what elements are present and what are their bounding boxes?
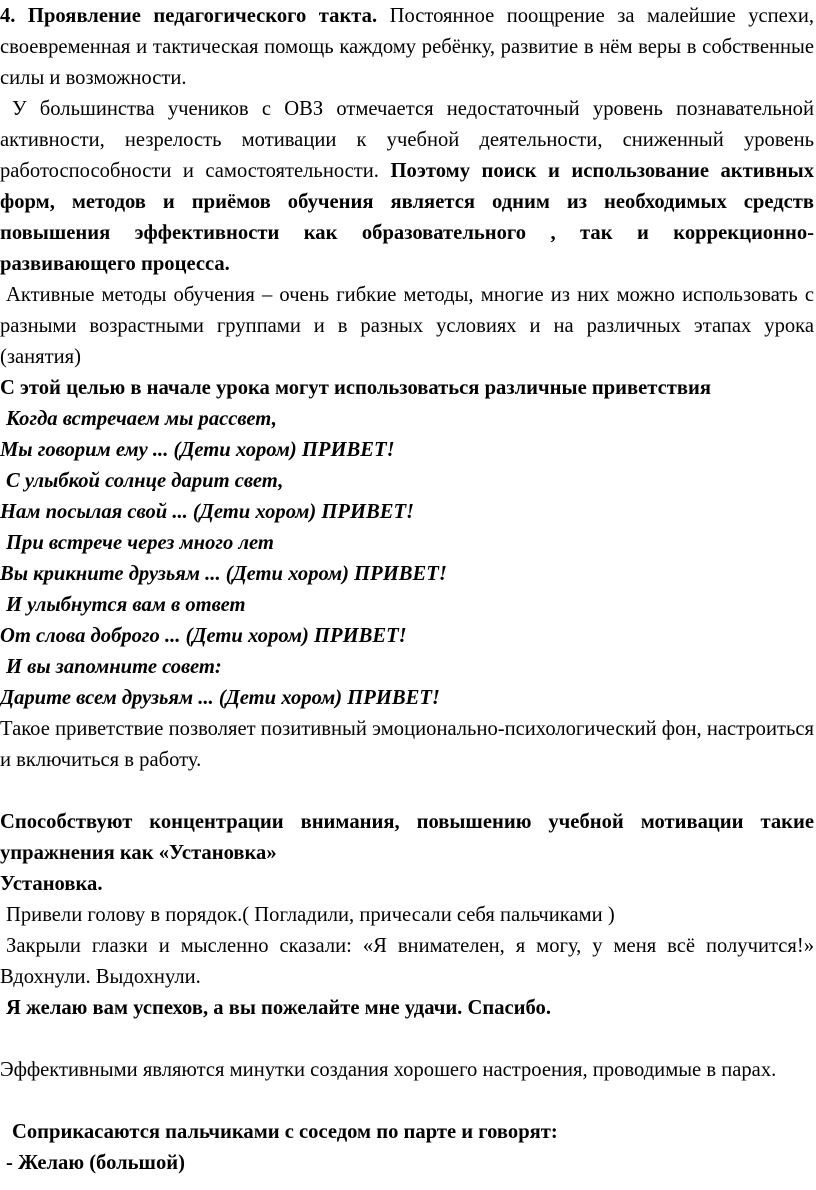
poem-line: И улыбнутся вам в ответ [6,594,246,616]
emphasis-text: Поэтому поиск и использование активных форм, методов и приёмов обучения является одним из необходимых средств повышения эффективности как образовательного , так и коррекционно-развивающего процесса. [0,160,814,275]
exercise-step: Привели голову в порядок.( Погладили, причесали себя пальчиками ) [6,904,615,926]
blank-line [0,1086,814,1117]
section-heading: 4. Проявление педагогического такта. [0,5,378,27]
paragraph-greeting-effect: Такое приветствие позволяет позитивный эмоционально-психологический фон, настроиться и включиться в работу. [0,718,814,771]
paragraph-fingers: Соприкасаются пальчиками с соседом по парте и говорят: [12,1121,558,1143]
paragraph-concentration: Способствуют концентрации внимания, повышению учебной мотивации такие упражнения как «Установка» [0,811,814,864]
paragraph-active-methods: Активные методы обучения – очень гибкие методы, многие из них можно использовать с разными возрастными группами и в разных условиях и на различных этапах урока (занятия) [0,284,814,368]
paragraph-text: У большинства учеников с ОВЗ отмечается недостаточный уровень познавательной активности, незрелость мотивации к учебной деятельности, сниженный уровень работоспособности и самостоятельности. [0,98,814,182]
blank-line [0,776,814,807]
poem-line: Вы крикните друзьям ... (Дети хором) ПРИВЕТ! [0,563,447,585]
poem-line: И вы запомните совет: [6,656,222,678]
poem-line: При встрече через много лет [6,532,274,554]
paragraph-good-mood: Эффективными являются минутки создания хорошего настроения, проводимые в парах. [0,1059,777,1081]
paragraph-ovz-students [0,94,814,280]
exercise-closing: Я желаю вам успехов, а вы пожелайте мне удачи. Спасибо. [6,997,551,1019]
blank-line [0,1024,814,1055]
poem-line: От слова доброго ... (Дети хором) ПРИВЕТ! [0,625,407,647]
poem-line: Дарите всем друзьям ... (Дети хором) ПРИВЕТ! [0,687,440,709]
poem-line: С улыбкой солнце дарит свет, [6,470,284,492]
document-page [0,1,814,1179]
exercise-step: Закрыли глазки и мысленно сказали: «Я внимателен, я могу, у меня всё получится!» Вдохнули. Выдохнули. [0,935,814,988]
poem-line: Мы говорим ему ... (Дети хором) ПРИВЕТ! [0,439,395,461]
paragraph-pedagogical-tact [0,1,814,94]
paragraph-text: Постоянное поощрение за малейшие успехи, своевременная и тактическая помощь каждому ребёнку, развитие в нём веры в собственные силы и возможности. [0,5,814,89]
paragraph-wish: - Желаю (большой) [6,1152,185,1174]
exercise-title: Установка. [0,873,103,895]
paragraph-greetings-intro: С этой целью в начале урока могут использоваться различные приветствия [0,377,712,399]
poem-line: Когда встречаем мы рассвет, [6,408,277,430]
poem-line: Нам посылая свой ... (Дети хором) ПРИВЕТ! [0,501,415,523]
